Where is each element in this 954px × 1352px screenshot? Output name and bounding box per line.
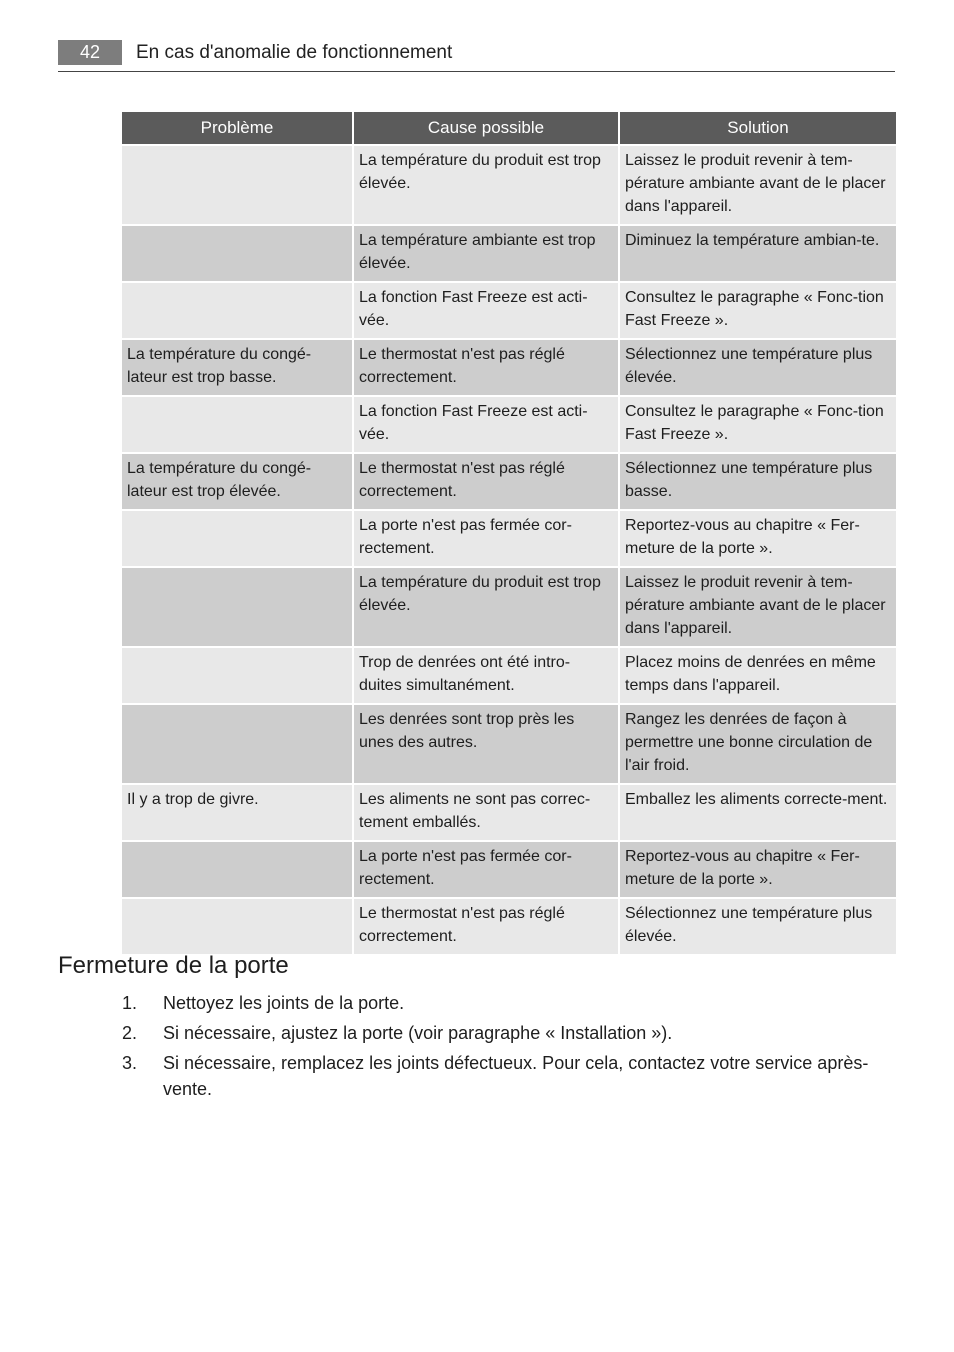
table-header-row <box>122 112 896 144</box>
problem-cell <box>122 842 352 897</box>
problem-cell: Il y a trop de givre. <box>122 785 352 840</box>
solution-cell: Rangez les denrées de façon à permettre une bonne circulation de l'air froid. <box>620 705 896 783</box>
cause-cell: Le thermostat n'est pas réglé correctement. <box>354 454 618 509</box>
step-text: Si nécessaire, ajustez la porte (voir paragraphe « Installation »). <box>163 1023 673 1043</box>
table-row <box>122 340 896 395</box>
cause-cell: Le thermostat n'est pas réglé correctement. <box>354 899 618 954</box>
table-row <box>122 226 896 281</box>
table-row <box>122 648 896 703</box>
cause-cell: La porte n'est pas fermée cor-rectement. <box>354 511 618 566</box>
list-item <box>58 1050 898 1102</box>
page-header <box>58 40 895 72</box>
cause-cell: La température du produit est trop élevée. <box>354 568 618 646</box>
step-number: 2. <box>122 1023 138 1043</box>
table-row <box>122 397 896 452</box>
column-header-cause: Cause possible <box>354 112 618 144</box>
solution-cell: Reportez-vous au chapitre « Fer-meture de la porte ». <box>620 842 896 897</box>
cause-cell: Le thermostat n'est pas réglé correctement. <box>354 340 618 395</box>
table-row <box>122 511 896 566</box>
solution-cell: Placez moins de denrées en même temps dans l'appareil. <box>620 648 896 703</box>
problem-cell <box>122 705 352 783</box>
table-row <box>122 785 896 840</box>
solution-cell: Reportez-vous au chapitre « Fer-meture de la porte ». <box>620 511 896 566</box>
table-row <box>122 705 896 783</box>
list-item <box>58 990 898 1016</box>
cause-cell: La porte n'est pas fermée cor-rectement. <box>354 842 618 897</box>
steps-list <box>58 990 898 1106</box>
column-header-solution: Solution <box>620 112 896 144</box>
column-header-probleme: Problème <box>122 112 352 144</box>
problem-cell <box>122 283 352 338</box>
solution-cell: Consultez le paragraphe « Fonc-tion Fast Freeze ». <box>620 397 896 452</box>
table-row <box>122 454 896 509</box>
problem-cell <box>122 568 352 646</box>
problem-cell <box>122 899 352 954</box>
step-text: Nettoyez les joints de la porte. <box>163 993 405 1013</box>
cause-cell: La température ambiante est trop élevée. <box>354 226 618 281</box>
solution-cell: Laissez le produit revenir à tem-pérature ambiante avant de le placer dans l'appareil. <box>620 146 896 224</box>
table-row <box>122 842 896 897</box>
problem-cell <box>122 226 352 281</box>
table-row <box>122 283 896 338</box>
problem-cell: La température du congé-lateur est trop élevée. <box>122 454 352 509</box>
cause-cell: La température du produit est trop élevée. <box>354 146 618 224</box>
solution-cell: Emballez les aliments correcte-ment. <box>620 785 896 840</box>
cause-cell: La fonction Fast Freeze est acti-vée. <box>354 283 618 338</box>
cause-cell: Les aliments ne sont pas correc-tement emballés. <box>354 785 618 840</box>
solution-cell: Sélectionnez une température plus élevée. <box>620 899 896 954</box>
problem-cell <box>122 511 352 566</box>
step-number: 3. <box>122 1053 138 1073</box>
solution-cell: Diminuez la température ambian-te. <box>620 226 896 281</box>
table-row <box>122 146 896 224</box>
step-number: 1. <box>122 993 138 1013</box>
step-text: Si nécessaire, remplacez les joints défectueux. Pour cela, contactez votre service après-vente. <box>163 1053 869 1099</box>
solution-cell: Sélectionnez une température plus basse. <box>620 454 896 509</box>
cause-cell: Trop de denrées ont été intro-duites simultanément. <box>354 648 618 703</box>
table-row <box>122 899 896 954</box>
list-item <box>58 1020 898 1046</box>
problem-cell <box>122 648 352 703</box>
problem-cell <box>122 397 352 452</box>
header-title: En cas d'anomalie de fonctionnement <box>136 42 453 63</box>
problem-cell: La température du congé-lateur est trop basse. <box>122 340 352 395</box>
cause-cell: Les denrées sont trop près les unes des autres. <box>354 705 618 783</box>
section-title: Fermeture de la porte <box>58 952 289 979</box>
troubleshooting-table <box>120 110 898 956</box>
solution-cell: Sélectionnez une température plus élevée. <box>620 340 896 395</box>
solution-cell: Consultez le paragraphe « Fonc-tion Fast Freeze ». <box>620 283 896 338</box>
page-number: 42 <box>58 40 122 65</box>
cause-cell: La fonction Fast Freeze est acti-vée. <box>354 397 618 452</box>
problem-cell <box>122 146 352 224</box>
solution-cell: Laissez le produit revenir à tem-pérature ambiante avant de le placer dans l'appareil. <box>620 568 896 646</box>
table-row <box>122 568 896 646</box>
